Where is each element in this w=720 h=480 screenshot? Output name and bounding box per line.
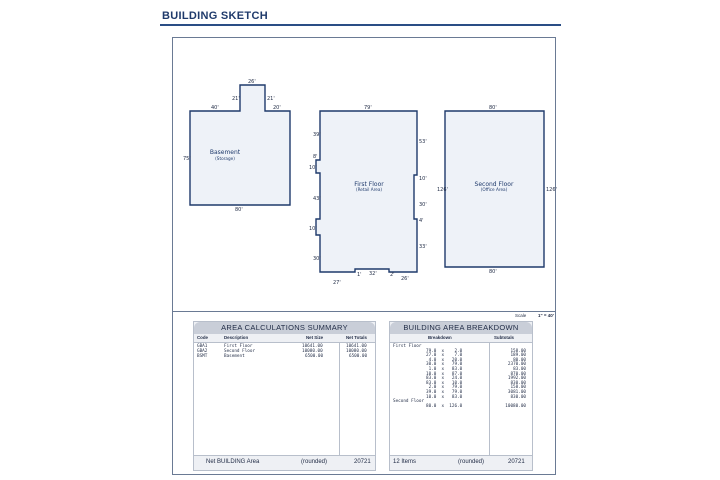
breakdown-row: 83.0 x 24.0	[426, 376, 463, 382]
scale-label: Scale	[515, 313, 527, 318]
basement-dim-step-right: 21'	[267, 96, 275, 102]
basement-outline[interactable]	[190, 85, 290, 205]
breakdown-subtotal: 83.00	[513, 367, 526, 372]
first-floor-dim-bottom-left: 27'	[333, 280, 341, 286]
col-subtotals: Subtotals	[494, 335, 515, 340]
row-description: Basement	[224, 354, 245, 359]
group-label-second-floor: Second Floor	[393, 399, 425, 405]
row-code: GBA1	[197, 344, 208, 349]
title-divider	[160, 24, 561, 26]
sketch-frame	[172, 37, 556, 475]
breakdown-row: 39.0 x 79.0	[426, 390, 463, 395]
breakdown-footer-rounded: (rounded)	[458, 459, 485, 465]
row-net-total: 6500.00	[349, 354, 368, 359]
basement-sublabel: (Storage)	[215, 156, 235, 161]
building-sketch	[173, 38, 555, 320]
basement-dim-step-left: 21'	[232, 96, 240, 102]
breakdown-subtotal: 1992.00	[507, 376, 526, 382]
row-code: GBA2	[197, 349, 208, 354]
first-floor-dim-left-notch1: 8'	[313, 154, 318, 160]
breakdown-subtotal: 189.00	[510, 353, 526, 359]
summary-title: AREA CALCULATIONS SUMMARY	[194, 322, 375, 334]
row-net-size: 10080.00	[302, 349, 323, 354]
first-floor-dim-right-mid: 30'	[419, 202, 427, 208]
first-floor-dim-left-mid: 43'	[313, 196, 321, 202]
row-net-total: 10080.00	[346, 349, 367, 354]
page-title: BUILDING SKETCH	[162, 10, 268, 22]
second-floor-dim-left: 126'	[437, 187, 448, 193]
building-area-breakdown	[389, 321, 533, 471]
second-floor-sublabel: (Office Area)	[480, 187, 508, 192]
second-floor-dim-top: 80'	[489, 105, 497, 111]
column-divider	[489, 342, 490, 456]
first-floor-dim-bottom-step: 1'	[357, 272, 362, 278]
first-floor-dim-left-top: 39'	[313, 132, 321, 138]
col-net-totals: Net Totals	[346, 335, 367, 340]
second-floor-dim-right: 126'	[546, 187, 557, 193]
basement-dim-top-right: 20'	[273, 105, 281, 111]
breakdown-subtotal: 830.00	[510, 394, 526, 400]
first-floor-dim-left-seg1: 10'	[309, 165, 317, 171]
breakdown-row: 2.0 x 79.0	[428, 385, 463, 391]
table-row	[194, 355, 375, 360]
breakdown-subtotal: 158.00	[510, 385, 526, 391]
col-breakdown: Breakdown	[428, 335, 452, 340]
basement-dim-bottom: 80'	[235, 207, 243, 213]
breakdown-footer-label: 12 Items	[393, 459, 417, 465]
first-floor-dim-right-notch1: 10'	[419, 176, 427, 182]
first-floor-dim-bottom-mid: 32'	[369, 271, 377, 277]
first-floor-label: First Floor	[354, 181, 384, 188]
second-floor-dim-bottom: 80'	[489, 269, 497, 275]
summary-footer-rounded: (rounded)	[301, 459, 328, 465]
row-description: First Floor	[224, 344, 253, 349]
summary-footer-label: Net BUILDING Area	[206, 459, 260, 465]
breakdown-row: 1.0 x 83.0	[428, 367, 463, 372]
sketch-canvas	[173, 38, 555, 320]
breakdown-row: 79.0 x 2.0	[426, 348, 463, 354]
group-label-first-floor: First Floor	[393, 344, 422, 349]
row-net-size: 10641.00	[302, 344, 323, 349]
basement-dim-top-left: 40'	[211, 105, 219, 111]
basement-dim-left: 75'	[183, 156, 191, 162]
col-code: Code	[197, 335, 208, 340]
first-floor-sublabel: (Retail Area)	[355, 187, 383, 192]
breakdown-subtotal: 2370.00	[507, 362, 526, 368]
column-divider	[339, 342, 340, 456]
first-floor-dim-bottom-step2: 2'	[390, 272, 395, 278]
row-net-total: 10641.00	[346, 344, 367, 349]
first-floor-dim-right-bottom: 33'	[419, 244, 427, 250]
breakdown-row: 10.0 x 83.0	[426, 394, 463, 400]
first-floor-dim-top: 79'	[364, 105, 372, 111]
row-description: Second Floor	[224, 349, 256, 354]
breakdown-row: 83.0 x 10.0	[426, 380, 463, 386]
breakdown-subtotal: 158.00	[510, 348, 526, 354]
breakdown-title: BUILDING AREA BREAKDOWN	[390, 322, 532, 334]
area-calculations-summary	[193, 321, 376, 471]
scale-divider	[173, 311, 555, 312]
breakdown-subtotal: 830.00	[510, 380, 526, 386]
second-floor-label: Second Floor	[474, 181, 514, 188]
first-floor-dim-bottom-right: 26'	[401, 276, 409, 282]
breakdown-row: 30.0 x 79.0	[426, 362, 463, 368]
breakdown-subtotal: 3081.00	[507, 390, 526, 395]
breakdown-row: 80.0 x 126.0	[426, 403, 463, 409]
summary-table-body	[194, 342, 375, 456]
scale-value: 1" = 40'	[538, 313, 554, 318]
breakdown-table-body	[390, 342, 532, 456]
breakdown-subtotal: 870.00	[510, 371, 526, 377]
breakdown-footer-value: 20721	[508, 459, 525, 465]
basement-label: Basement	[209, 149, 241, 156]
basement-dim-top-mid: 26'	[248, 79, 256, 85]
row-net-size: 6500.00	[305, 354, 324, 359]
breakdown-row: 10.0 x 87.0	[426, 371, 463, 377]
breakdown-row: 27.0 x 7.0	[426, 353, 463, 359]
summary-footer-value: 20721	[354, 459, 371, 465]
col-net-size: Net Size	[306, 335, 324, 340]
first-floor-dim-left-bottom: 30'	[313, 256, 321, 262]
row-code: BSMT	[197, 354, 208, 359]
first-floor-dim-right-top: 53'	[419, 139, 427, 145]
breakdown-subtotal: 10080.00	[505, 403, 526, 409]
first-floor-dim-right-notch2: 4'	[419, 218, 424, 224]
col-description: Description	[224, 335, 249, 340]
breakdown-subtotal: 80.00	[513, 357, 526, 363]
breakdown-row: 4.0 x 20.0	[428, 357, 463, 363]
first-floor-dim-left-notch2: 10'	[309, 226, 317, 232]
